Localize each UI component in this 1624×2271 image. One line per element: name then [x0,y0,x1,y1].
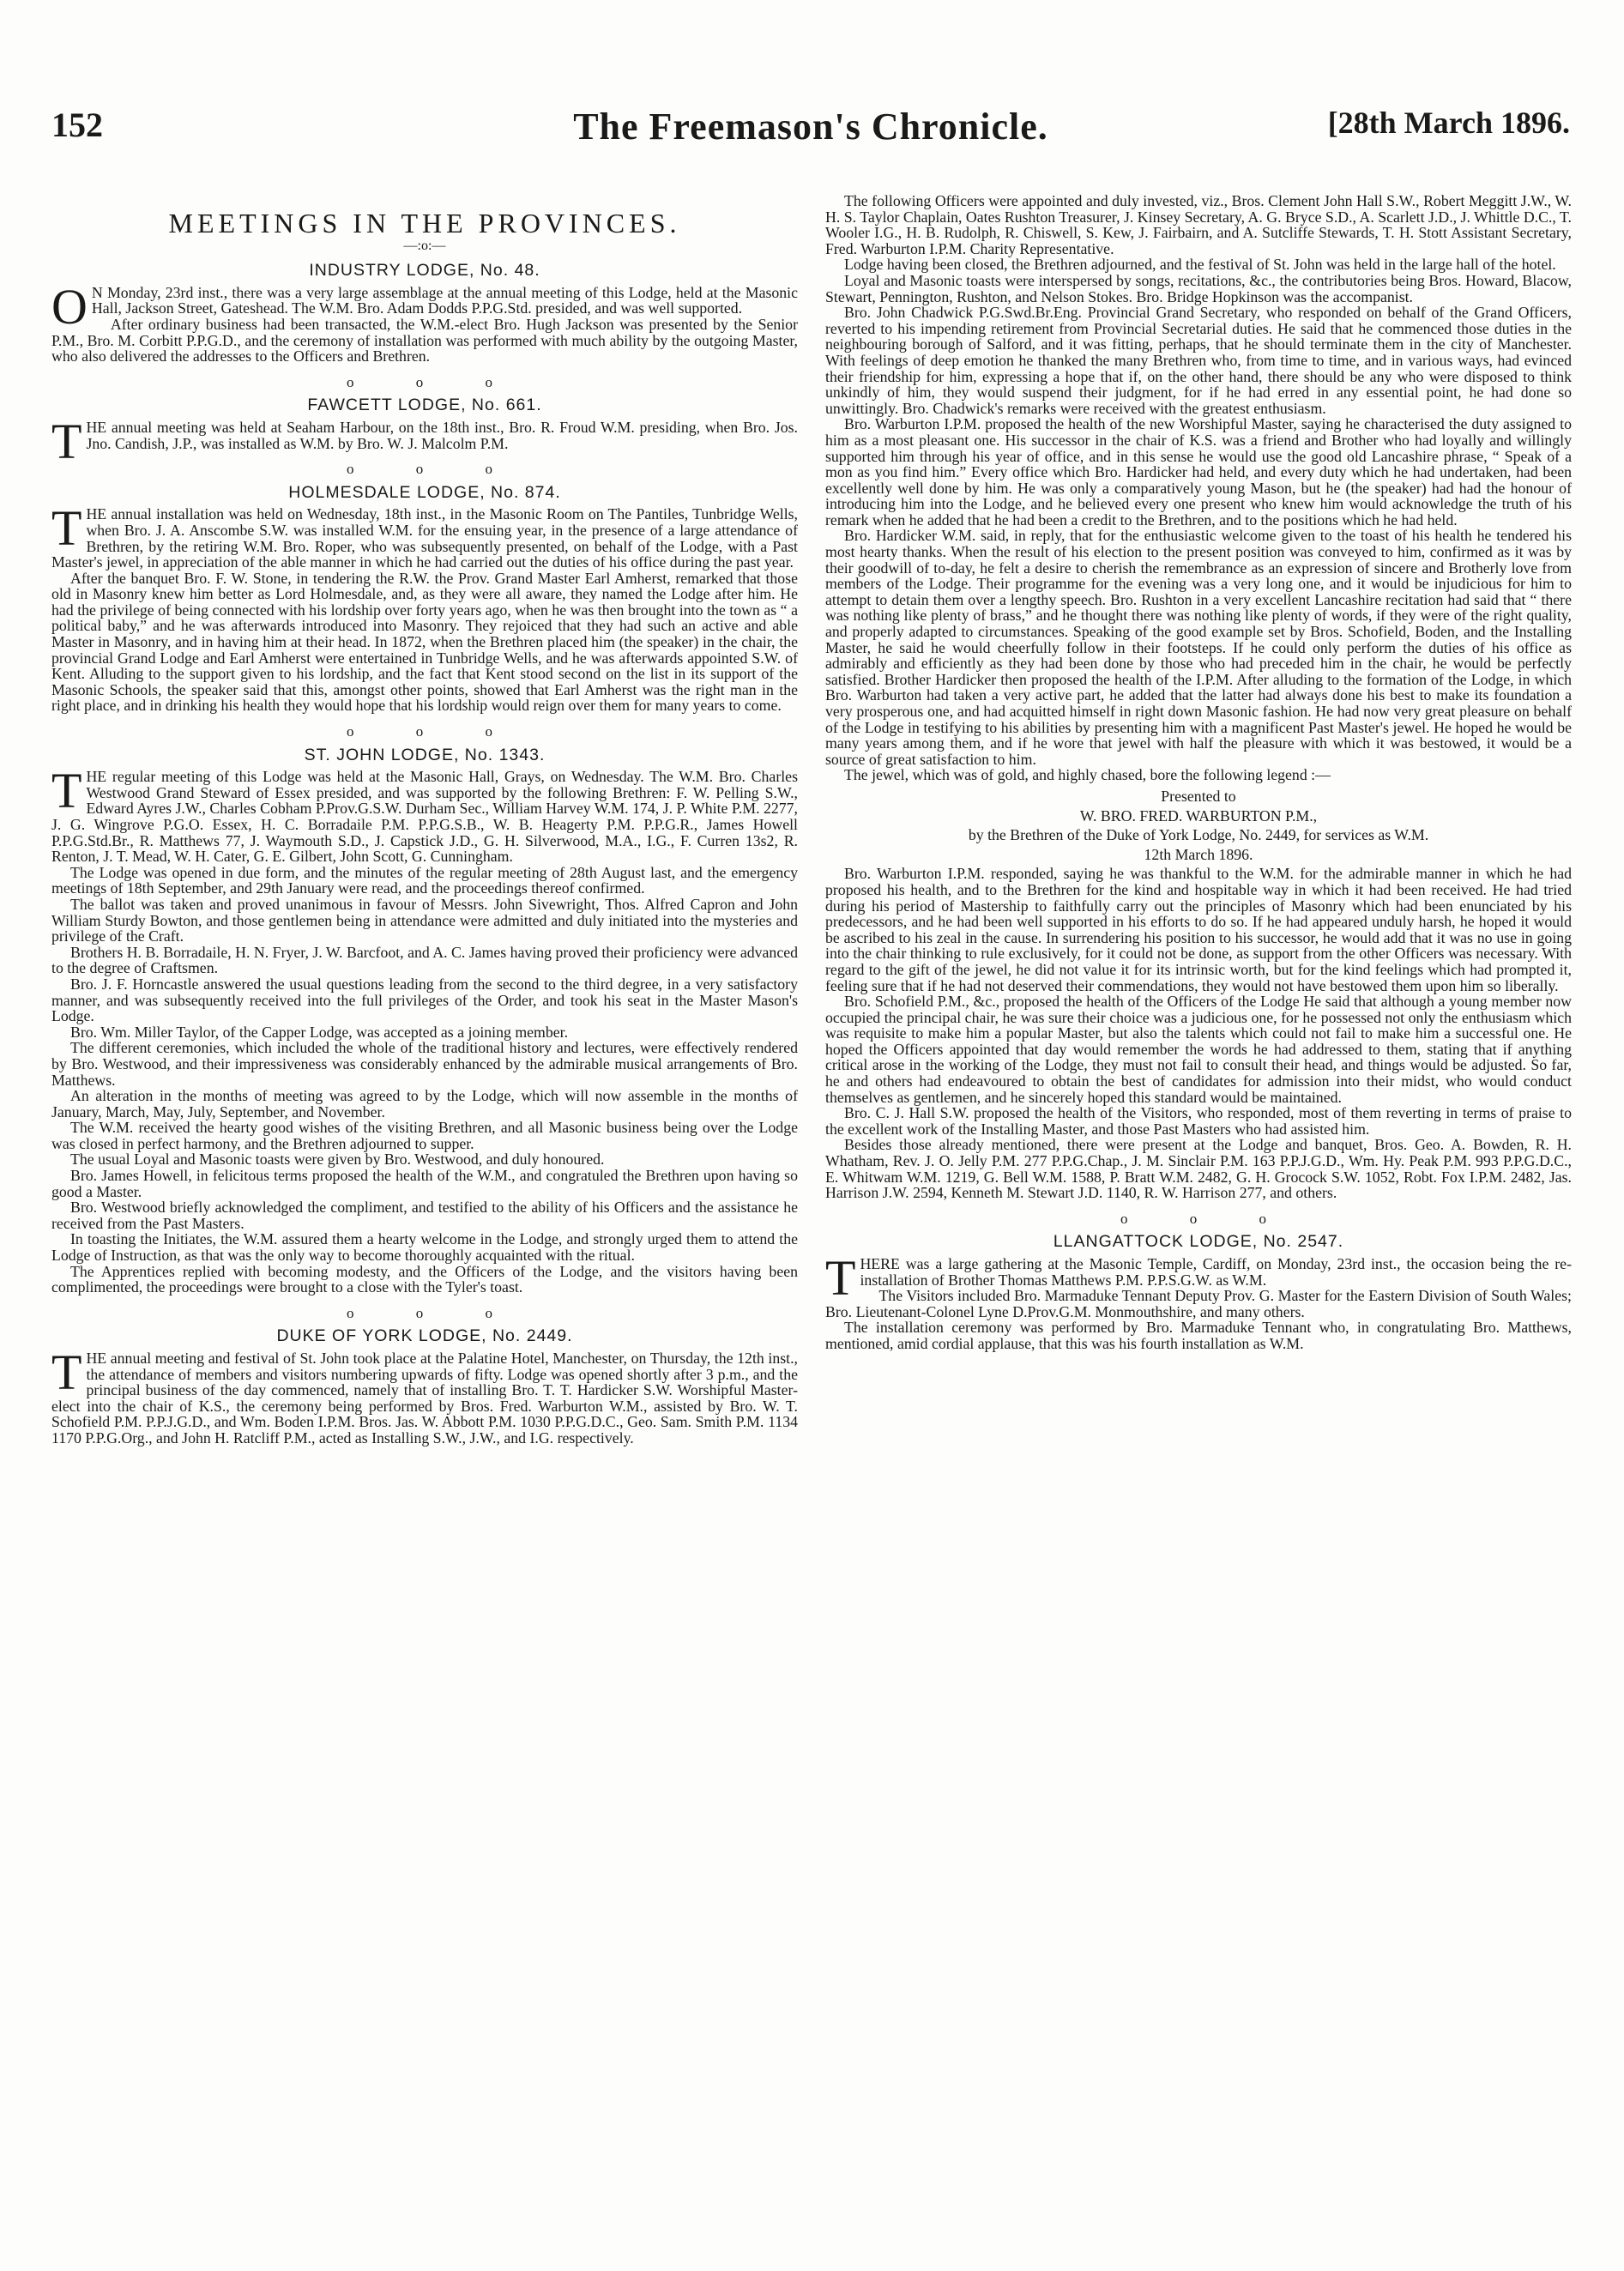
llangattock-paragraph: The installation ceremony was performed by Bro. Marmaduke Tennant who, in congratulating Bro. Matthews, mentioned, amid cordial applause, that this was his fourth installation as W.M. [825,1319,1572,1352]
right-column [825,193,1572,1352]
drop-cap: T [51,763,82,819]
stjohn-paragraph: In toasting the Initiates, the W.M. assured them a hearty welcome in the Lodge, and strongly urged them to attend the Lodge of Instruction, as that was the only way to become thoroughly acquainted with the ritual. [51,1230,798,1265]
stjohn-paragraph: Bro. Wm. Miller Taylor, of the Capper Lodge, was accepted as a joining member. [70,1023,569,1041]
stjohn-paragraph: The Lodge was opened in due form, and the minutes of the regular meeting of 28th August last, and the emergency meetings of 18th September, and 29th January were read, and the proceedings thereof confirmed. [51,863,798,897]
dukeofyork-lodge-title: DUKE OF YORK LODGE, No. 2449. [276,1326,573,1346]
jewel-legend-line: by the Brethren of the Duke of York Lodge, No. 2449, for services as W.M. [968,826,1429,844]
fawcett-paragraph: THE annual meeting was held at Seaham Harbour, on the 18th inst., Bro. R. Froud W.M. presiding, when Bro. Jos. Jno. Candish, J.P., was installed as W.M. by Bro. W. J. Malcolm P.M. [51,413,798,469]
dukeofyork-paragraph: Bro. Warburton I.P.M. responded, saying he was thankful to the W.M. for the admirable manner in which he had proposed his health, and to the Brethren for the kind and hospitable way in which it had been received. He had tried during his period of Mastership to faithfully carry out the principles of Masonry which had been enunciated by his predecessors, and he had been well supported in his efforts to do so. If he had appeared unduly harsh, he hoped it would be ascribed to his zeal in the cause. In surrendering his position to his successor, he would add that it was no use in going into the chair thinking to rule exclusively, for it could not be done, as support from the other Officers was necessary. With regard to the gift of the jewel, he did not value it for its intrinsic worth, but for the kind feelings which had prompted it, feeling sure that if he had not deserved their commendations, they would not have bestowed them upon him so liberally. [825,865,1572,994]
holmesdale-paragraph: THE annual installation was held on Wednesday, 18th inst., in the Masonic Room on The Pantiles, Tunbridge Wells, when Bro. J. A. Anscombe S.W. was installed W.M. for the ensuing year, in the presence of a large attendance of Brethren, by the retiring W.M. Bro. Roper, who was subsequently presented, on behalf of the Lodge, with a Past Master's jewel, in appreciation of the able manner in which he had carried out the duties of his office during the past year. [51,500,798,571]
llangattock-lodge-title: LLANGATTOCK LODGE, No. 2547. [1053,1232,1344,1252]
fawcett-lodge-title: FAWCETT LODGE, No. 661. [307,396,542,415]
section-heading: MEETINGS IN THE PROVINCES. [168,208,681,239]
drop-cap: T [51,500,82,557]
drop-cap: T [51,1344,82,1400]
stjohn-paragraph: The usual Loyal and Masonic toasts were given by Bro. Westwood, and duly honoured. [70,1151,605,1169]
section-divider: o o o [347,461,522,478]
page-number: 152 [51,106,103,144]
section-divider: o o o [347,1304,522,1321]
drop-cap: T [51,413,82,469]
dukeofyork-paragraph: THE annual meeting and festival of St. John took place at the Palatine Hotel, Manchester, on Thursday, the 12th inst., the attendance of members and visitors numbering upwards of fifty. Lodge was opened shortly after 3 p.m., and the principal business of the day commenced, namely that of installing Bro. T. T. Hardicker S.W. Worshipful Master-elect into the chair of K.S., the ceremony being performed by Bros. Fred. Warburton W.M., assisted by Bro. W. T. Schofield P.M. P.P.J.G.D., and Wm. Boden I.P.M. Bros. Jas. W. Abbott P.M. 1030 P.P.G.D.C., Geo. Sam. Smith P.M. 1134 1170 P.P.G.Org., and John H. Ratcliff P.M., acted as Installing S.W., J.W., and I.G. respectively. [51,1344,798,1447]
jewel-legend-line: W. BRO. FRED. WARBURTON P.M., [1079,806,1318,824]
issue-date: [28th March 1896. [1327,106,1570,140]
dukeofyork-paragraph: The jewel, which was of gold, and highly chased, bore the following legend :— [844,766,1331,784]
stjohn-paragraph: Bro. J. F. Horncastle answered the usual questions leading from the second to the third degree, in a very satisfactory manner, and was subsequently received into the full privileges of the Order, and took his seat in the Master Mason's Lodge. [51,975,798,1025]
dukeofyork-paragraph: Bro. C. J. Hall S.W. proposed the health of the Visitors, who responded, most of them reverting in terms of praise to the excellent work of the Installing Master, and those Past Masters who had assisted him. [825,1104,1572,1138]
section-divider: o o o [1120,1210,1295,1227]
drop-cap: O [51,278,88,335]
dukeofyork-paragraph: Bro. Hardicker W.M. said, in reply, that for the enthusiastic welcome given to the toast of his health he tendered his most hearty thanks. When the result of his election to the present position was conveyed to him, confirmed as it was by their goodwill of to-day, he felt a desire to cherish the remembrance as an expression of sincere and Brotherly love from members of the Lodge. Their programme for the evening was a very long one, and it would be injudicious for him to attempt to detain them over a lengthy speech. Bro. Rushton in a very excellent Lancashire recitation had said that “ there was nothing like plenty of brass,” and he thought there was nothing like plenty of words, if they were of the right quality, and properly adapted to circumstances. Speaking of the good example set by Bros. Schofield, Boden, and the Installing Master, he said he would cheerfully follow in their footsteps. If he could only perform the duties of his office as admirably and efficiently as they had been done by those who had preceded him in the chair, he would be perfectly satisfied. Brother Hardicker then proposed the health of the I.P.M. After alluding to the formation of the Lodge, in which Bro. Warburton had taken a very active part, he added that the latter had always done his best to make its foundation a very prosperous one, and had acquitted himself in right down Masonic fashion. He had now very great pleasure on behalf of the Lodge in testifying to his abilities by presenting him with a magnificent Past Master's jewel. He hoped he would be many years among them, and if he wore that jewel with half the pleasure with which it was bestowed, it would be a source of great satisfaction to him. [825,527,1572,768]
industry-paragraph: After ordinary business had been transacted, the W.M.-elect Bro. Hugh Jackson was presented by the Senior P.M., Bro. M. Corbitt P.P.G.D., and the ceremony of installation was performed with much ability by the outgoing Master, who also delivered the addresses to the Officers and Brethren. [51,315,798,365]
section-divider: o o o [347,373,522,390]
left-column [51,193,798,1447]
dukeofyork-paragraph: Bro. Warburton I.P.M. proposed the health of the new Worshipful Master, saying he characterised the duty assigned to him as a most pleasant one. His successor in the chair of K.S. was a friend and Brother who had loyally and willingly supported him through his year of office, and in this sense he would use the good old Lancashire phrase, “ Speak of a mon as you find him.” Every office which Bro. Hardicker had held, and every duty which he had undertaken, had been excellently well done by him. He was only a comparatively young Mason, but he (the speaker) had had the honour of introducing him into the Lodge, and he believed every one present who knew him would acknowledge the truth of his remark when he added that he had been a credit to the Brethren, and to the positions which he had held. [825,415,1572,528]
stjohn-paragraph: Bro. Westwood briefly acknowledged the compliment, and testified to the ability of his Officers and the assistance he received from the Past Masters. [51,1199,798,1232]
holmesdale-lodge-title: HOLMESDALE LODGE, No. 874. [288,482,561,502]
llangattock-paragraph: THERE was a large gathering at the Masonic Temple, Cardiff, on Monday, 23rd inst., the occasion being the re-installation of Brother Thomas Matthews P.M. P.P.S.G.W. as W.M. [825,1250,1572,1306]
industry-lodge-title: INDUSTRY LODGE, No. 48. [309,261,540,281]
stjohn-paragraph: An alteration in the months of meeting was agreed to by the Lodge, which will now assemble in the months of January, March, May, July, September, and November. [51,1087,798,1120]
dukeofyork-paragraph: Loyal and Masonic toasts were interspersed by songs, recitations, &c., the contributories being Bros. Howard, Blacow, Stewart, Pennington, Rushton, and Nelson Stokes. Bro. Bridge Hopkinson was the accompanist. [825,271,1572,305]
jewel-legend-line: Presented to [1161,787,1236,805]
dukeofyork-paragraph: Bro. John Chadwick P.G.Swd.Br.Eng. Provincial Grand Secretary, who responded on behalf of the Grand Officers, reverted to his impending retirement from Provincial Secretarial duties. He said that he commenced those duties in the neighbouring borough of Salford, and it was fitting, perhaps, that he should terminate them in the city of Manchester. With feelings of deep emotion he thanked the many Brethren who, from time to time, and in various ways, had evinced their friendship for him, expressing a hope that if, on the other hand, there should be any who were disposed to think unkindly of him, they would suspend their judgment, for if he had erred in any essential point, he had done so unwittingly. Bro. Chadwick's remarks were received with the greatest enthusiasm. [825,304,1572,417]
stjohn-paragraph: The W.M. received the hearty good wishes of the visiting Brethren, and all Masonic business being over the Lodge was closed in perfect harmony, and the Brethren adjourned to supper. [51,1119,798,1152]
jewel-legend-line: 12th March 1896. [1144,845,1253,863]
stjohn-lodge-title: ST. JOHN LODGE, No. 1343. [304,745,546,764]
dukeofyork-paragraph: Besides those already mentioned, there were present at the Lodge and banquet, Bros. Geo. A. Bowden, R. H. Whatham, Rev. J. O. Jelly P.M. 277 P.P.G.Chap., J. M. Sinclair P.M. 163 P.P.J.G.D., Wm. Hy. Peak P.M. 993 P.P.G.D.C., E. Whitwam W.M. 1219, G. Bell W.M. 1588, P. Bratt W.M. 2482, G. H. Grocock S.W. 1052, Robt. Fox I.P.M. 2482, Jas. Harrison J.W. 2594, Kenneth M. Stewart J.D. 1140, R. W. Harrison 277, and others. [825,1136,1572,1202]
dukeofyork-paragraph: Bro. Schofield P.M., &c., proposed the health of the Officers of the Lodge He said that although a young member now occupied the principal chair, he was sure their choice was a judicious one, for he possessed not only the enthusiasm which was requisite to make him a popular Master, but also the talents which could not fail to make him a successful one. He hoped the Officers appointed that day would remember the words he had addressed to them, stating that if anything critical arose in the working of the Lodge, they must not fail to consult their head, and things would be adjusted. So far, he and others had endeavoured to obtain the best of candidates for admission into their midst, who would conduct themselves as gentlemen, and he sincerely hoped this standard would be maintained. [825,993,1572,1106]
heading-separator: —:o:— [403,238,446,253]
drop-cap: T [825,1250,856,1306]
stjohn-paragraph: The Apprentices replied with becoming modesty, and the Officers of the Lodge, and the visitors having been complimented, the proceedings were brought to a close with the Tyler's toast. [51,1262,798,1296]
llangattock-paragraph: The Visitors included Bro. Marmaduke Tennant Deputy Prov. G. Master for the Eastern Division of South Wales; Bro. Lieutenant-Colonel Lyne D.Prov.G.M. Monmouthshire, and many others. [825,1287,1572,1320]
stjohn-paragraph: Brothers H. B. Borradaile, H. N. Fryer, J. W. Barcfoot, and A. C. James having proved their proficiency were advanced to the degree of Craftsmen. [51,943,798,977]
stjohn-paragraph: THE regular meeting of this Lodge was held at the Masonic Hall, Grays, on Wednesday. The W.M. Bro. Charles Westwood Grand Steward of Essex presided, and was supported by the following Brethren: F. W. Pelling S.W., Edward Ayres J.W., Charles Cobham P.Prov.G.S.W. Durham Sec., William Harvey W.M. 174, J. P. White P.M. 2277, J. G. Wingrove P.G.O. Essex, H. C. Borradaile P.M. P.P.G.S.B., W. B. Heagerty P.M. P.P.G.R., James Howell P.P.G.Std.Br., R. Matthews 77, J. Waymouth S.D., J. Capstick J.D., G. H. Silverwood, M.A., I.G., F. Curren 13s2, R. Renton, J. T. Mead, W. H. Cater, G. E. Gilbert, John Scott, G. Cunningham. [51,763,798,866]
stjohn-paragraph: The different ceremonies, which included the whole of the traditional history and lectures, were effectively rendered by Bro. Westwood, and their impressiveness was considerably enhanced by the admirable musical arrangements of Bro. Matthews. [51,1039,798,1089]
masthead-title: The Freemason's Chronicle. [573,106,1048,148]
dukeofyork-paragraph: Lodge having been closed, the Brethren adjourned, and the festival of St. John was held in the large hall of the hotel. [844,256,1556,274]
stjohn-paragraph: Bro. James Howell, in felicitous terms proposed the health of the W.M., and congratuled the Brethren upon having so good a Master. [51,1167,798,1200]
stjohn-paragraph: The ballot was taken and proved unanimous in favour of Messrs. John Sivewright, Thos. Alfred Capron and John William Sturdy Bowton, and those gentlemen being in attendance were admitted and duly initiated into the mysteries and privilege of the Craft. [51,895,798,945]
industry-paragraph: O N Monday, 23rd inst., there was a very large assemblage at the annual meeting of this Lodge, held at the Masonic Hall, Jackson Street, Gateshead. The W.M. Bro. Adam Dodds P.P.G.Std. presided, and was well supported. [51,278,798,335]
holmesdale-paragraph: After the banquet Bro. F. W. Stone, in tendering the R.W. the Prov. Grand Master Earl Amherst, remarked that those old in Masonry knew him better as Lord Holmesdale, and, as they were all aware, they named the Lodge after him. He had the privilege of being connected with his lordship over forty years ago, when he was then brought into the town as “ a political baby,” and he was afterwards introduced into Masonry. They rejoiced that they had such an active and able Master in Masonry, and in having him at their head. In 1872, when the Brethren placed him (the speaker) in the chair, the provincial Grand Lodge and Earl Amherst were entertained in Tunbridge Wells, and he was afterwards appointed S.W. of Kent. Alluding to the support given to his lordship, and the fact that Kent stood second on the list in its support of the Masonic Schools, the speaker said that this, amongst other points, showed that Earl Amherst was the right man in the right place, and in drinking his health they would hope that his lordship would reign over them for many years to come. [51,569,798,715]
dukeofyork-paragraph: The following Officers were appointed and duly invested, viz., Bros. Clement John Hall S.W., Robert Meggitt J.W., W. H. S. Taylor Chaplain, Oates Rushton Treasurer, J. Kinsey Secretary, A. G. Bryce S.D., A. Scarlett J.D., J. Whittle D.C., T. Wooler I.G., H. B. Rudolph, R. Chiswell, S. Kew, J. Fairbairn, and A. Sutcliffe Stewards, T. H. Stott Assistant Secretary, Fred. Warburton I.P.M. Charity Representative. [825,192,1572,257]
section-divider: o o o [347,723,522,740]
page-header [51,105,1570,156]
